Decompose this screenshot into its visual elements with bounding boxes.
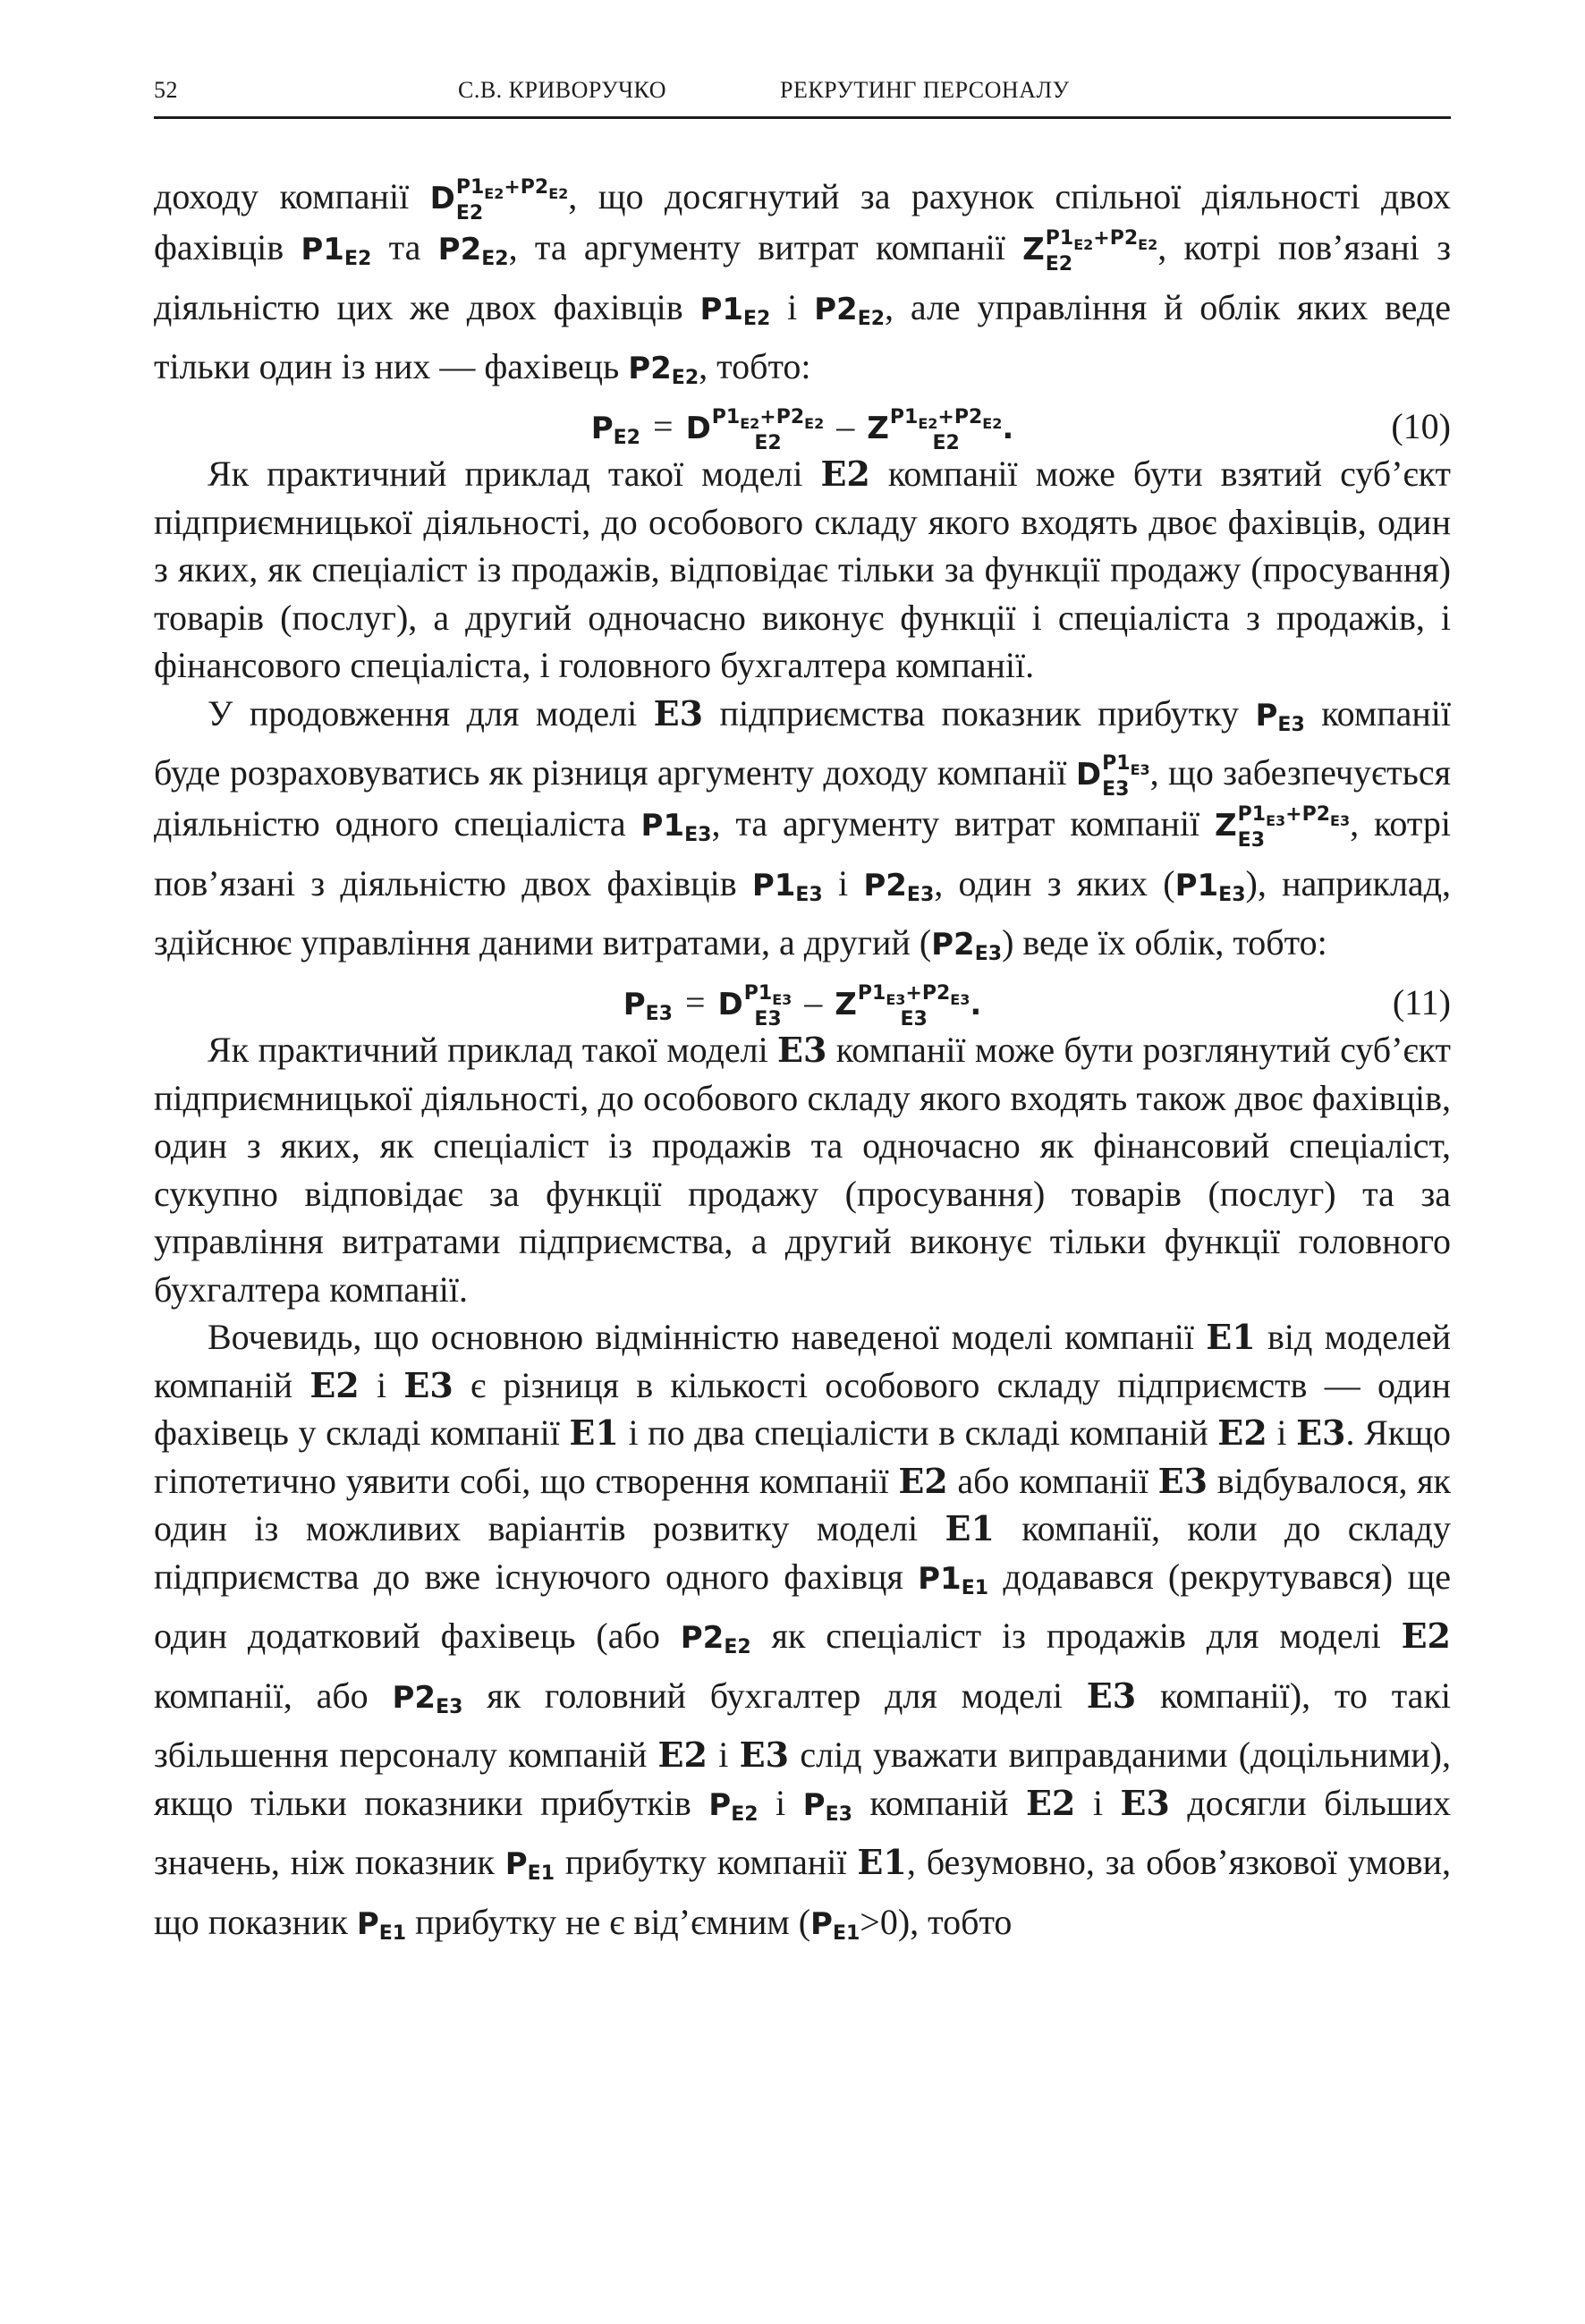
paragraph-4: Як практичний приклад такої моделі E3 компанії може бути розглянутий суб’єкт підприємницької діяльності, до особового складу якого входять також двоє фахівців, один з яких, як спеціаліст із продажів та одночасно як фінансовий спеціаліст, сукупно відповідає за функції продажу (просування) товарів (послуг) та за управління витратами підприємства, а другий виконує тільки функції головного бухгалтера компанії. (154, 1030, 1451, 1310)
page-body (154, 173, 1451, 1957)
equation-number: (11) (1392, 981, 1451, 1022)
book-page (154, 63, 1451, 1957)
page-number: 52 (154, 77, 178, 103)
paragraph-5: Вочевидь, що основною відмінністю наведеної моделі компанії E1 від моделей компаній E2 і E3 є різниця в кількості особового складу підприємств — один фахівець у складі компанії E1 і по два спеціалісти в складі компаній E2 і E3. Якщо гіпотетично уявити собі, що створення компанії E2 або компанії E3 відбувалося, як один із можливих варіантів розвитку моделі E1 компанії, коли до складу підприємства до вже існуючого одного фахівця $P1_{E1}$ додавався (рекрутувався) ще один додатковий фахівець (або $P2_{E2}$ як спеціаліст із продажів для моделі E2 компанії, або $P2_{E3}$ як головний бухгалтер для моделі E3 компанії), то такі збільшення персоналу компаній E2 і E3 слід уважати виправданими (доцільними), якщо тільки показники прибутків $P_{E2}$ і $P_{E3}$ компаній E2 і E3 досягли більших значень, ніж показник $P_{E1}$ прибутку компанії E1, безумовно, за обов’язкової умови, що показник $P_{E1}$ прибутку не є від’ємним $(P_{E1}>0)$, тобто (154, 1317, 1452, 1945)
equation-11: $P_{E3} = D$ $P1_{E3}$ E3 – Z $P1_{E3}+P2_{E3}$ E3 . (11) (154, 979, 1451, 1027)
paragraph-3: У продовження для моделі E3 підприємства показник прибутку $P_{E3}$ компанії буде розраховуватись як різниця аргументу доходу компанії D $P1_{E3}$ E3 , що забезпечується діяльністю одного спеціаліста $P1_{E3}$, та аргументу витрат компанії Z $P1_{E3}+P2_{E3}$ E3 , котрі пов’язані з діяльністю двох фахівців $P1_{E3}$ і $P2_{E3}$, один з яких $(P1_{E3})$, наприклад, здійснює управління даними витратами, а другий $(P2_{E3})$ веде їх облік, тобто: (154, 692, 1452, 965)
running-header (154, 63, 1451, 119)
paragraph-2: Як практичний приклад такої моделі E2 компанії може бути взятий суб’єкт підприємницької діяльності, до особового складу якого входять двоє фахівців, один з яких, як спеціаліст із продажів, відповідає тільки за функції продажу (просування) товарів (послуг), а другий одночасно виконує функції і спеціаліста з продажів, і фінансового спеціаліста, і головного бухгалтера компанії. (154, 454, 1451, 685)
header-book-title: РЕКРУТИНГ ПЕРСОНАЛУ (780, 77, 1070, 103)
equation-10: $P_{E2} = D$ $P1_{E2}+P2_{E2}$ E2 – Z $P1_{E2}+P2_{E2}$ E2 . (10) (154, 403, 1451, 451)
equation-number: (10) (1391, 405, 1451, 446)
paragraph-1: доходу компанії D $P1_{E2}+P2_{E2}$ E2 , що досягнутий за рахунок спільної діяльності двох фахівців $P1_{E2}$ та $P2_{E2}$, та аргументу витрат компанії Z $P1_{E2}+P2_{E2}$ E2 , котрі пов’язані з діяльністю цих же двох фахівців $P1_{E2}$ і $P2_{E2}$, але управління й облік яких веде тільки один із них — фахівець $P2_{E2}$, тобто: (154, 176, 1451, 389)
header-author: С.В. КРИВОРУЧКО (458, 77, 666, 103)
